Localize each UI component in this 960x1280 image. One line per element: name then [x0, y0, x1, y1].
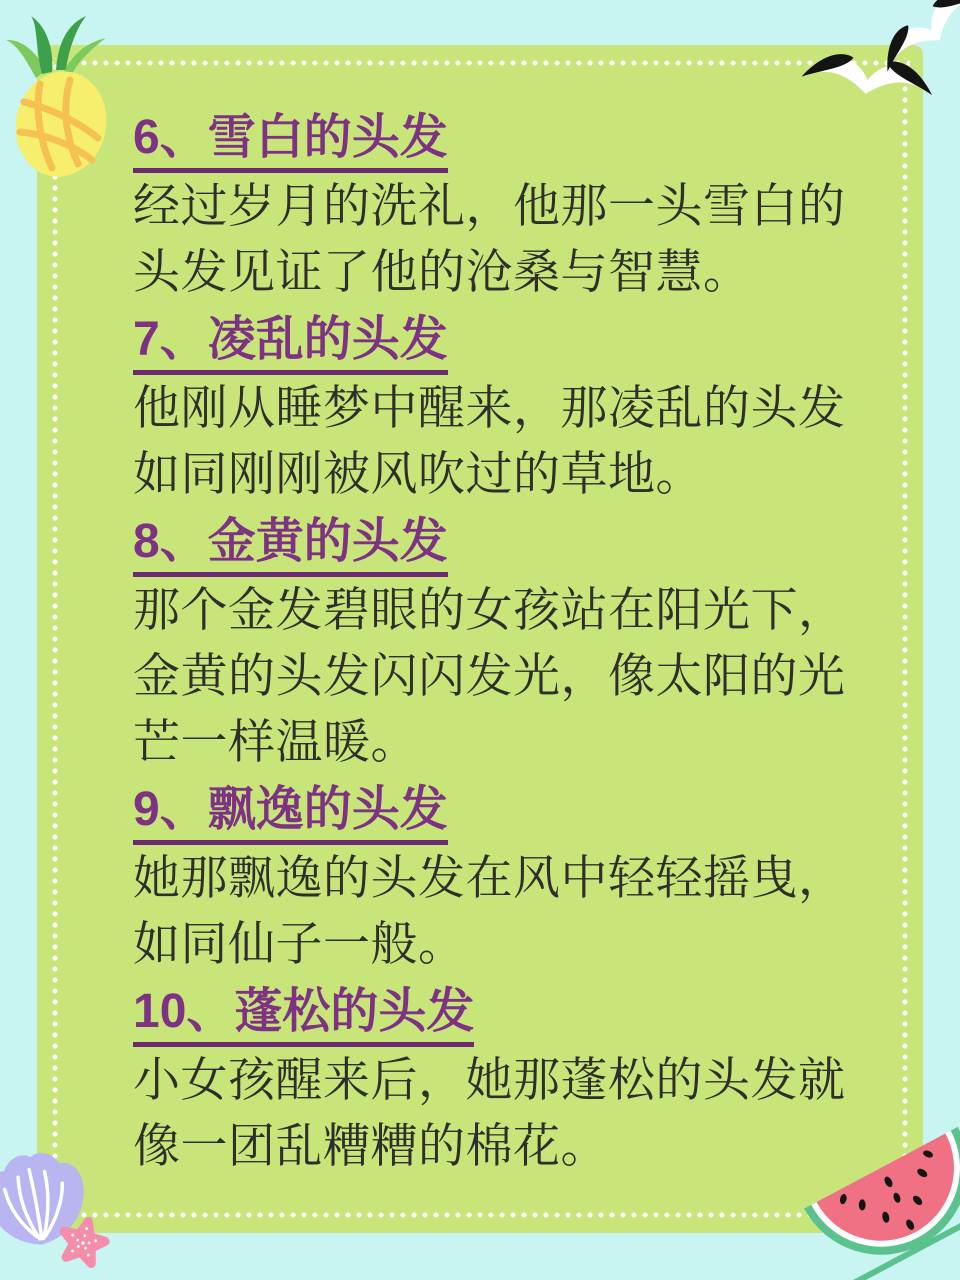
hair-section-7 — [133, 307, 868, 507]
sections-list — [133, 103, 868, 1179]
dotted-border-left — [51, 58, 59, 1220]
section-heading — [133, 509, 868, 575]
section-heading — [133, 777, 868, 843]
section-body: 他刚从睡梦中醒来，那凌乱的头发如同刚刚被风吹过的草地。 — [133, 381, 846, 500]
section-body: 那个金发碧眼的女孩站在阳光下，金黄的头发闪闪发光，像太阳的光芒一样温暖。 — [133, 583, 846, 768]
dotted-border-top — [50, 59, 910, 67]
dotted-border-right — [901, 58, 909, 1220]
section-heading-text: 6、雪白的头发 — [133, 111, 448, 173]
section-heading — [133, 105, 868, 171]
hair-section-10 — [133, 979, 868, 1179]
section-body: 她那飘逸的头发在风中轻轻摇曳，如同仙子一般。 — [133, 851, 846, 970]
section-body: 经过岁月的洗礼，他那一头雪白的头发见证了他的沧桑与智慧。 — [133, 179, 846, 298]
section-heading-text: 9、飘逸的头发 — [133, 783, 448, 845]
hair-section-8 — [133, 509, 868, 775]
section-heading-text: 7、凌乱的头发 — [133, 313, 448, 375]
section-heading — [133, 307, 868, 373]
section-heading-text: 10、蓬松的头发 — [133, 985, 474, 1047]
section-heading-text: 8、金黄的头发 — [133, 515, 448, 577]
content-card — [37, 45, 923, 1233]
hair-section-6 — [133, 105, 868, 305]
section-heading — [133, 979, 868, 1045]
dotted-border-bottom — [50, 1211, 910, 1219]
section-body: 小女孩醒来后，她那蓬松的头发就像一团乱糟糟的棉花。 — [133, 1053, 846, 1172]
hair-section-9 — [133, 777, 868, 977]
